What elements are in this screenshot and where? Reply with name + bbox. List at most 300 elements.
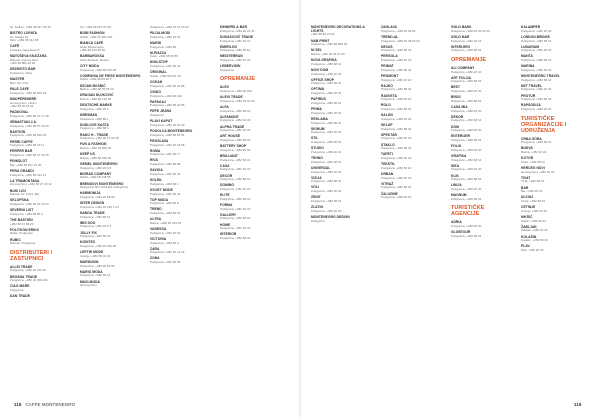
directory-entry (220, 55, 282, 62)
entry-name: HARMONIJA (80, 191, 101, 196)
directory-entry (80, 42, 142, 53)
entry-detail: Podgorica, +382 68 44 (381, 67, 412, 72)
entry-name: ŽABLJAK (521, 224, 537, 229)
directory-entry (80, 94, 142, 101)
entry-detail: Podgorica, +382 20 58 95 (80, 195, 115, 200)
entry-detail: Podgorica, +382 20 40 (521, 67, 552, 72)
directory-entry (220, 224, 282, 231)
directory-entry (381, 104, 443, 111)
entry-detail: Podgorica, Ulica (10, 71, 32, 76)
directory-entry (311, 216, 373, 223)
directory-entry (80, 153, 142, 160)
directory-entry (311, 79, 373, 86)
entry-detail: Podgorica, +382 68 500 29 (10, 90, 47, 95)
entry-detail: Tel: +382 68 057 22 28 (80, 25, 111, 29)
directory-entry (150, 110, 212, 117)
entry-name: CITY MODA (80, 63, 100, 68)
directory-entry (10, 170, 72, 177)
entry-detail: Podgorica, +382 68 44 (220, 196, 251, 201)
entry-detail: Podgorica, +382 68 44 (381, 87, 412, 92)
entry-detail: Podgorica, +382 20 40 44 00 (451, 28, 490, 33)
right-column-2 (381, 26, 443, 202)
entry-name: IDEA (451, 163, 460, 168)
directory-entry (80, 261, 142, 268)
entry-name: RIVA (150, 158, 158, 163)
entry-detail: Podgorica, +382 68 44 (220, 177, 251, 182)
entry-detail: Podgorica, +382 68 1 (150, 181, 179, 186)
entry-name: URBAN (381, 171, 394, 176)
entry-name: BATTERY SHOP (220, 144, 247, 149)
entry-detail: Herceg Novi, +382 20 40 (521, 169, 555, 174)
directory-entry (150, 257, 212, 264)
entry-name: KEEP US (80, 152, 95, 157)
entry-name: JOLLY FIX (80, 230, 97, 235)
directory-entry (80, 163, 142, 170)
directory-entry (451, 194, 513, 201)
entry-name: ZARA (150, 246, 160, 251)
entry-name: EMERLOG (220, 44, 238, 49)
entry-detail: Podgorica, +382 20 40 (451, 147, 482, 152)
entry-name: ROLO (381, 103, 391, 108)
section-heading (521, 116, 583, 134)
right-column-3 (451, 26, 513, 241)
entry-name: ALPHA TRADE (220, 124, 245, 129)
directory-entry (10, 141, 72, 148)
entry-name: DUSAKOVIĆ TRADE (220, 34, 254, 39)
directory-entry (451, 36, 513, 43)
entry-name: NOVA GRAFIKA (311, 58, 337, 63)
entry-name: SVIJET MODE (150, 187, 173, 192)
directory-entry (150, 150, 212, 157)
entry-name: DRAGAN DUJKOVIĆ (80, 93, 114, 98)
directory-entry (220, 46, 282, 53)
directory-entry (451, 96, 513, 103)
entry-detail: Herceg Novi, ulica 1 (10, 100, 37, 105)
entry-name: LINIJA (451, 183, 462, 188)
directory-entry (521, 95, 583, 102)
entry-detail: Hr. Jadran, +382 68 417 28 16 (10, 25, 51, 29)
directory-entry (80, 32, 142, 39)
entry-name: MADPERENERE (10, 96, 37, 101)
entry-name: PAPIRUS (311, 97, 326, 102)
entry-name: DEKOR (451, 114, 464, 119)
entry-name: MONTENEGRO TRAVEL (521, 73, 560, 78)
entry-detail: Podgorica, +382 68 44 (220, 236, 251, 241)
left-column-3 (150, 26, 212, 267)
entry-name: DEJAN BOSNIĆ (80, 83, 106, 88)
entry-name: TOP MODA (150, 197, 169, 202)
entry-name: RAPSODIJA (521, 103, 541, 108)
entry-name: KOTOR (521, 156, 534, 161)
directory-entry (521, 85, 583, 92)
entry-name: ALLEI TRADE (10, 264, 33, 269)
left-page-number: 118 (14, 402, 22, 407)
entry-detail: Podgorica, +382 68 44 (311, 198, 342, 203)
entry-detail: Nikšić, +382 68 44 (521, 218, 546, 223)
directory-entry (521, 104, 583, 111)
directory-entry (451, 175, 513, 182)
entry-name: PRIMA (311, 107, 322, 112)
directory-entry (220, 155, 282, 162)
directory-entry (451, 86, 513, 93)
entry-name: BEST (451, 85, 461, 90)
entry-detail: Podgorica (311, 218, 325, 223)
entry-detail: Podgorica, +382 68 04 05 (80, 263, 115, 268)
directory-entry (150, 61, 212, 68)
entry-detail: Podgorica, +382 20 44 (150, 191, 181, 196)
entry-name: DECOR (220, 173, 233, 178)
entry-name: INTERIJERI (451, 44, 470, 49)
entry-name: ZONA (150, 256, 160, 261)
entry-detail: Cetinje, +382 68 04 44 (80, 253, 111, 258)
entry-name: SEVERNI LIST (10, 208, 34, 213)
entry-name: GOLD BANK (451, 25, 472, 29)
entry-name: OXIDO (150, 89, 161, 94)
entry-name: CETINJE (521, 205, 536, 210)
entry-name: PERPER BAR (10, 149, 33, 154)
directory-entry (80, 55, 142, 62)
directory-entry (220, 36, 282, 43)
entry-detail: Bar, +382 68 007 01 00 (10, 162, 42, 167)
entry-name: VOLI (311, 185, 319, 190)
entry-detail: Bulevar Sv. Petra, Bar (10, 192, 40, 197)
entry-name: LEBERVISIN (220, 64, 241, 69)
directory-entry (80, 222, 142, 229)
entry-detail: Bulevar, Herceg Novi (10, 57, 39, 62)
directory-entry (80, 75, 142, 82)
entry-name: SAVOIA (150, 168, 163, 173)
directory-entry (381, 95, 443, 102)
entry-detail: Podgorica, +382 20 40 (311, 71, 342, 76)
section-heading (220, 76, 282, 82)
entry-name: DEZHSITO BAR (10, 67, 36, 72)
entry-detail: Podgorica, +382 20 40 (521, 87, 552, 92)
directory-entry (521, 147, 583, 154)
entry-detail: Podgorica, +382 68 81 (220, 48, 251, 53)
directory-entry (381, 193, 443, 200)
entry-name: FORMA (220, 202, 233, 207)
directory-entry (10, 78, 72, 85)
right-column-4 (521, 26, 583, 255)
directory-entry (311, 118, 373, 125)
directory-entry (521, 75, 583, 82)
directory-entry (381, 55, 443, 62)
entry-detail: Podgorica, +382 20 444 (150, 93, 182, 98)
entry-detail: Podgorica, +382 68 44 (521, 38, 552, 43)
entry-name: MAXI-MODA (80, 279, 101, 284)
directory-entry (220, 214, 282, 221)
entry-name: DINNERS & BAR (220, 25, 248, 29)
directory-entry (10, 276, 72, 283)
right-page (301, 0, 600, 417)
entry-name: STUDIO (311, 146, 324, 151)
entry-detail: Podgorica, +382 20 40 (220, 187, 251, 192)
entry-detail: +382 68 880 44 48 (10, 61, 36, 66)
entry-name: BROS (451, 95, 461, 100)
entry-detail: Barn Tel: Pod (10, 80, 28, 85)
entry-name: POSOLCA MONTENEGRO (150, 129, 193, 134)
entry-name: NANDA TRADE (80, 210, 105, 215)
directory-entry (521, 187, 583, 194)
entry-detail: Podgorica, +382 20 44 00 (220, 98, 255, 103)
entry-name: PALE CAFE (10, 87, 30, 92)
entry-detail: Podgorica, +382 20 48 00 00 (381, 38, 420, 43)
entry-detail: +382 68 47 88 20 (10, 221, 34, 226)
entry-name: SPEKTAR (381, 132, 397, 137)
entry-detail: Podgorica, +382 20 40 (451, 167, 482, 172)
directory-entry (451, 145, 513, 152)
entry-name: PINKSLOT (10, 159, 28, 164)
right-page-number: 119 (574, 402, 582, 407)
entry-name: OPTIMA (311, 87, 325, 92)
directory-entry (451, 26, 513, 33)
entry-detail: Podgorica, +382 20 40 (311, 208, 342, 213)
entry-detail: Rašić, Podgorica (10, 231, 33, 236)
entry-detail: Podgorica, +382 20 40 (381, 77, 412, 82)
directory-entry (451, 106, 513, 113)
directory-entry (451, 77, 513, 84)
entry-name: N&B PRINT (311, 38, 330, 43)
entry-detail: Lokacija: Njegoševa 8 (10, 48, 40, 53)
entry-detail: Podgorica, +382 20 44 (451, 38, 482, 43)
entry-detail: Nikšić, +382 68 057 40 (150, 73, 181, 78)
directory-entry (381, 134, 443, 141)
entry-detail: Podgorica, +382 68 44 (220, 138, 251, 143)
directory-entry (521, 196, 583, 203)
directory-entry (220, 175, 282, 182)
right-folio (574, 402, 585, 407)
entry-name: CASA (220, 163, 230, 168)
entry-name: VITRAŽ (381, 181, 394, 186)
entry-name: OFFICE SHOP (311, 77, 335, 82)
entry-detail: Podgorica, +382 20 40 (311, 169, 342, 174)
entry-detail: Podgorica, +382 20 40 (521, 28, 552, 33)
entry-name: SIGNUM (311, 126, 325, 131)
entry-detail: Podgorica, +382 20 6 8 (80, 165, 112, 170)
entry-name: BUSI LIGI (10, 188, 26, 193)
entry-name: HOME (220, 222, 231, 227)
entry-name: SOLEIL (150, 178, 163, 183)
entry-name: ENTERIJER (451, 134, 471, 139)
section-heading (10, 250, 72, 262)
entry-name: MARINA (521, 64, 535, 69)
entry-detail: Podgorica, +382 20 40 (220, 128, 251, 133)
directory-entry (521, 206, 583, 213)
entry-name: GEMEL MONTENEGRO (80, 161, 118, 166)
entry-detail: Podgorica, +382 20 40 (521, 48, 552, 53)
entry-name: BOBI FASHION (80, 31, 105, 36)
entry-detail: Podgorica, +382 20 40 (311, 189, 342, 194)
entry-detail: Podgorica, +382 68 44 (311, 179, 342, 184)
directory-entry (311, 49, 373, 56)
entry-name: PERGOLA (381, 54, 398, 59)
entry-detail: Podgorica, +382 68 00 (80, 234, 111, 239)
entry-name: ELITE (220, 193, 230, 198)
entry-name: KALAMPER (521, 25, 541, 29)
entry-name: PROSLAVA (150, 138, 169, 143)
directory-entry (150, 91, 212, 98)
directory-entry (521, 26, 583, 33)
entry-name: PRIMAT (381, 64, 394, 69)
entry-detail: +382 68 413 66 80 (80, 48, 106, 53)
entry-name: ALFA (220, 104, 229, 109)
directory-entry (381, 65, 443, 72)
right-column-1 (311, 26, 373, 226)
entry-detail: Podgorica, +382 20 24 44 (220, 28, 255, 33)
entry-detail: Podgorica, +382 68 44 (451, 233, 482, 238)
entry-detail: Podgorica, +382 68 44 (220, 157, 251, 162)
entry-detail: Kotor, +382 68 44 (521, 159, 545, 164)
entry-name: MEDITERRAN (220, 54, 243, 59)
directory-entry (150, 81, 212, 88)
entry-detail: Podgorica, +382 68 55 54 (150, 132, 185, 137)
directory-entry (10, 199, 72, 206)
entry-name: KODITEX (80, 240, 96, 245)
entry-detail: Podgorica, +382 20 67 00 00 (150, 25, 189, 29)
entry-name: KLIK (451, 173, 459, 178)
entry-detail: Podgorica, +382 68 55 1 (10, 211, 43, 216)
directory-entry (10, 32, 72, 43)
entry-detail: Podgorica, +382 20 40 (381, 116, 412, 121)
entry-name: COMPANIA DE PIESE MONTENEGRO (80, 73, 141, 78)
entry-detail: Žabljak, +382 20 40 (521, 228, 548, 233)
directory-entry (150, 208, 212, 215)
entry-detail: Podgorica, +382 68 44 (80, 273, 111, 278)
directory-entry (451, 165, 513, 172)
entry-detail: Podgorica, +382 20 41 22 (150, 250, 185, 255)
entry-name: RAJKO (381, 83, 393, 88)
entry-name: TAPETI (381, 152, 393, 157)
left-running-title: CAFFE MONTENEGRO (25, 402, 76, 407)
entry-detail: Podgorica, +382 20 40 (311, 91, 342, 96)
directory-entry (521, 236, 583, 243)
entry-name: LUNARIUM (521, 44, 540, 49)
directory-entry (220, 126, 282, 133)
entry-detail: Podgorica, +382 68 44 (451, 138, 482, 143)
entry-detail: Podgorica, +382 20 40 (451, 187, 482, 192)
entry-name: ADRIA (451, 220, 462, 225)
left-column-2 (80, 26, 142, 290)
entry-detail: Podgorica, +382 68 44 (381, 107, 412, 112)
directory-entry (521, 46, 583, 53)
entry-name: MANTA (521, 54, 533, 59)
entry-name: RUBIC (10, 237, 21, 242)
entry-detail: Podgorica, +382 68 44 (220, 108, 251, 113)
entry-name: ULTRA (150, 217, 162, 222)
entry-name: ALFAMONT (220, 114, 239, 119)
directory-entry (10, 88, 72, 95)
directory-entry (80, 202, 142, 209)
entry-detail: Ulcinj, +382 68 44 (521, 199, 546, 204)
entry-name: SEBASTIAN J.A. (10, 119, 37, 124)
entry-detail: Bar, +382 20 40 (521, 189, 543, 194)
entry-detail: Podgorica, +382 20 240 7 24 (80, 204, 119, 209)
left-column-1 (10, 26, 72, 301)
section-heading (451, 205, 513, 217)
directory-entry (521, 216, 583, 223)
entry-name: NIKŠIĆ (521, 214, 533, 219)
directory-entry (451, 116, 513, 123)
directory-entry (80, 241, 142, 248)
section-title: TURISTIČKE AGENCIJE (451, 205, 485, 218)
entry-detail: Podgorica, +382 20 40 (311, 130, 342, 135)
entry-name: BUDVA (521, 146, 533, 151)
entry-detail: Podgorica, +382 20 4 (80, 106, 109, 111)
entry-name: MARDUKIN (80, 259, 99, 264)
directory-entry (10, 55, 72, 66)
directory-entry (451, 231, 513, 238)
entry-detail: Budva, +382 68 140 65 (80, 97, 112, 102)
entry-detail: Podgorica, +382 20 40 (381, 97, 412, 102)
directory-entry (10, 190, 72, 197)
directory-entry (220, 184, 282, 191)
directory-entry (150, 26, 212, 30)
entry-detail: Podgorica, +382 20 40 (150, 230, 181, 235)
directory-entry (80, 114, 142, 121)
entry-name: TEHNO (311, 156, 323, 161)
directory-entry (10, 160, 72, 167)
directory-entry (220, 116, 282, 123)
entry-name: BAR (521, 185, 529, 190)
entry-name: ROMA (150, 148, 161, 153)
left-column-4 (220, 26, 282, 243)
entry-detail: Podgorica, +382 20 400 200 (10, 278, 48, 283)
directory-entry (451, 221, 513, 228)
directory-entry (381, 85, 443, 92)
entry-detail: Podgorica, +382 68 0 (150, 240, 179, 245)
entry-detail: Budva, +382 20 800 00 (80, 146, 112, 151)
entry-name: NOVI DOM (311, 67, 329, 72)
entry-detail: Ulica Slobode, Budva (80, 57, 109, 62)
entry-name: FOLIO (451, 144, 462, 149)
entry-name: DOMINO (220, 183, 234, 188)
entry-name: DUDLOVE KASTA (80, 122, 110, 127)
directory-entry (311, 40, 373, 47)
entry-detail: Podgorica, +382 68 44 (451, 48, 482, 53)
directory-entry (311, 108, 373, 115)
directory-entry (10, 68, 72, 75)
directory-entry (10, 295, 72, 299)
entry-detail: Cetinje, +382 20 40 (521, 208, 548, 213)
entry-name: KOLAŠIN (521, 234, 537, 239)
entry-name: TREND-AL (381, 34, 399, 39)
directory-entry (150, 101, 212, 108)
directory-entry (451, 67, 513, 74)
entry-detail: Nikšić, +382 68 448 55 (80, 175, 111, 180)
entry-name: MAGNUM (451, 193, 467, 198)
directory-entry (311, 69, 373, 76)
directory-entry (451, 155, 513, 162)
entry-name: CASA MIA (451, 104, 468, 109)
entry-name: PEPE JEANS (150, 109, 172, 114)
directory-entry (381, 153, 443, 160)
directory-entry (521, 55, 583, 62)
entry-name: GRAFIKA (451, 153, 467, 158)
directory-entry (521, 36, 583, 43)
entry-detail: Kotor, +382 68 66 55 (150, 54, 178, 59)
entry-name: PADDOVAL (10, 110, 29, 115)
entry-name: FUN & FASHION (80, 142, 107, 147)
entry-detail: Podgorica, +382 20 40 (451, 69, 482, 74)
entry-detail: Podgorica, +382 20 8 (150, 201, 179, 206)
directory-entry (521, 245, 583, 252)
entry-detail: Podgorica, +382 20 46 (150, 171, 181, 176)
directory-entry (521, 65, 583, 72)
entry-name: BIGRAD COMPANY (80, 171, 112, 176)
directory-entry (220, 96, 282, 103)
entry-name: MARDI (150, 40, 162, 45)
entry-name: PLAV (521, 244, 530, 249)
